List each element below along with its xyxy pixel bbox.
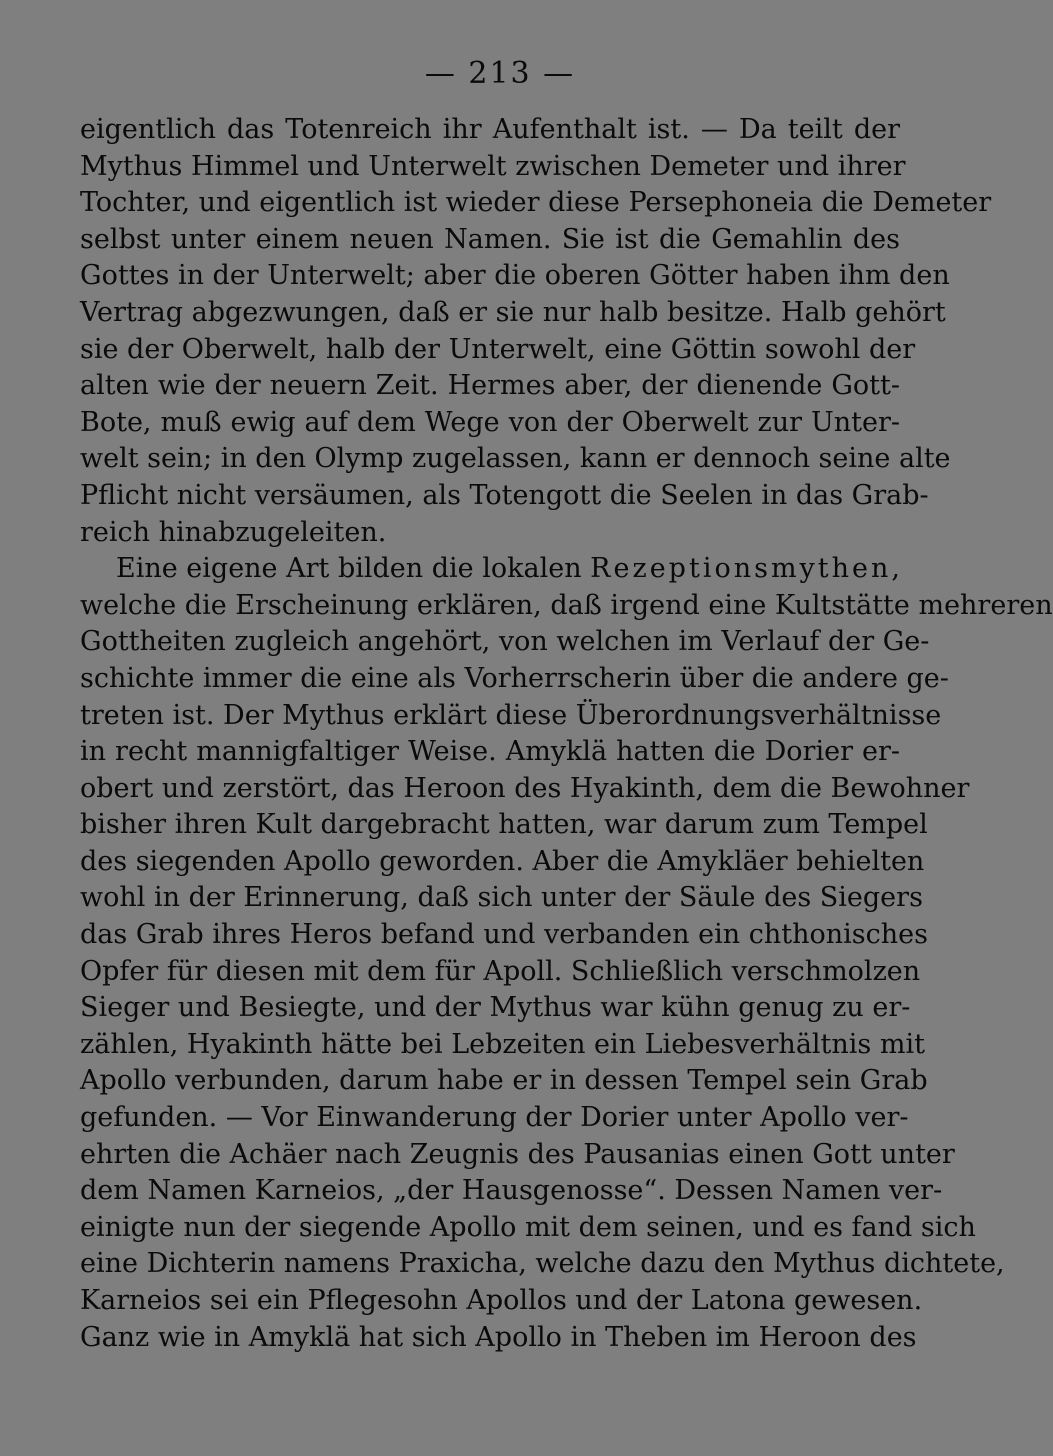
text-line-content: eine Dichterin namens Praxicha, welche dazu den Mythus dichtete, xyxy=(80,1248,1005,1280)
text-line-content: gefunden. — Vor Einwanderung der Dorier unter Apollo ver- xyxy=(80,1102,909,1134)
text-line xyxy=(80,368,900,405)
text-line xyxy=(80,478,929,515)
text-line-content: selbst unter einem neuen Namen. Sie ist die Gemahlin des xyxy=(80,223,900,255)
page-number-header: — 213 — xyxy=(424,56,576,91)
text-line xyxy=(80,515,900,552)
text-line xyxy=(80,222,900,259)
text-line-content: Sieger und Besiegte, und der Mythus war kühn genug zu er- xyxy=(80,992,911,1024)
text-line xyxy=(80,112,900,149)
text-line-content: bisher ihren Kult dargebracht hatten, war darum zum Tempel xyxy=(80,809,928,841)
text-line-content: Vertrag abgezwungen, daß er sie nur halb besitze. Halb gehört xyxy=(80,296,946,328)
text-line-content: wohl in der Erinnerung, daß sich unter der Säule des Siegers xyxy=(80,882,923,914)
text-line xyxy=(80,917,928,954)
text-line-content: treten ist. Der Mythus erklärt diese Überordnungsverhältnisse xyxy=(80,699,942,731)
text-line xyxy=(80,1063,928,1100)
text-line-content: Opfer für diesen mit dem für Apoll. Schließlich verschmolzen xyxy=(80,955,921,987)
text-line xyxy=(80,441,951,478)
text-line xyxy=(80,844,925,881)
text-line xyxy=(80,405,900,442)
text-line xyxy=(80,1137,955,1174)
text-line-content: ehrten die Achäer nach Zeugnis des Pausanias einen Gott unter xyxy=(80,1138,955,1170)
text-line xyxy=(80,1283,923,1320)
text-line xyxy=(80,698,942,735)
text-line-content: in recht mannigfaltiger Weise. Amyklä hatten die Dorier er- xyxy=(80,736,900,768)
text-line xyxy=(80,661,949,698)
text-line-content: Mythus Himmel und Unterwelt zwischen Demeter und ihrer xyxy=(80,150,906,182)
text-line xyxy=(80,1173,943,1210)
text-line-content: das Grab ihres Heros befand und verbanden ein chthonisches xyxy=(80,919,928,951)
text-line xyxy=(80,954,921,991)
text-line xyxy=(80,771,970,808)
text-line-content: Eine eigene Art bilden die lokalen xyxy=(116,553,591,585)
text-line-content: einigte nun der siegende Apollo mit dem seinen, und es fand sich xyxy=(80,1211,976,1243)
text-line-content: Bote, muß ewig auf dem Wege von der Oberwelt zur Unter- xyxy=(80,406,900,438)
text-line xyxy=(80,1210,976,1247)
text-line xyxy=(80,185,992,222)
text-line xyxy=(80,807,928,844)
text-line-content: sie der Oberwelt, halb der Unterwelt, eine Göttin sowohl der xyxy=(80,333,916,365)
text-line-content: Tochter, und eigentlich ist wieder diese Persephoneia die Demeter xyxy=(80,187,992,219)
text-line-content: Karneios sei ein Pflegesohn Apollos und der Latona gewesen. xyxy=(80,1285,923,1316)
text-line-content: des siegenden Apollo geworden. Aber die Amykläer behielten xyxy=(80,845,925,877)
text-line-content: Ganz wie in Amyklä hat sich Apollo in Theben im Heroon des xyxy=(80,1321,917,1353)
text-line xyxy=(80,880,923,917)
text-line-content: welche die Erscheinung erklären, daß irgend eine Kultstätte mehreren xyxy=(80,589,1053,621)
text-line xyxy=(80,258,950,295)
text-line xyxy=(80,1246,1005,1283)
body-text xyxy=(80,112,1053,1356)
text-line xyxy=(80,1320,917,1357)
text-line-content: Pflicht nicht versäumen, als Totengott die Seelen in das Grab- xyxy=(80,479,929,511)
text-line-content: obert und zerstört, das Heroon des Hyakinth, dem die Bewohner xyxy=(80,772,970,804)
text-line xyxy=(80,1100,909,1137)
text-line-content: dem Namen Karneios, „der Hausgenosse“. Dessen Namen ver- xyxy=(80,1175,943,1207)
text-line-content: Apollo verbunden, darum habe er in dessen Tempel sein Grab xyxy=(80,1065,928,1097)
text-line-content: alten wie der neuern Zeit. Hermes aber, der dienende Gott- xyxy=(80,370,900,402)
spaced-term: Rezeptionsmythen, xyxy=(590,553,903,585)
text-line-content: Gottheiten zugleich angehört, von welchen im Verlauf der Ge- xyxy=(80,626,930,658)
text-line-content: zählen, Hyakinth hätte bei Lebzeiten ein Liebesverhältnis mit xyxy=(80,1028,925,1060)
text-line xyxy=(80,1027,925,1064)
text-line xyxy=(80,734,900,771)
text-line xyxy=(80,332,916,369)
text-line-content: Gottes in der Unterwelt; aber die oberen Götter haben ihm den xyxy=(80,260,950,292)
text-line xyxy=(80,295,946,332)
text-line xyxy=(80,149,906,186)
text-line-content: welt sein; in den Olymp zugelassen, kann er dennoch seine alte xyxy=(80,443,951,475)
text-line xyxy=(80,624,930,661)
text-line xyxy=(80,990,911,1027)
text-line-content: reich hinabzugeleiten. xyxy=(80,516,387,548)
text-line-content: eigentlich das Totenreich ihr Aufenthalt ist. — Da teilt der xyxy=(80,114,900,145)
text-line xyxy=(80,588,1053,625)
text-line xyxy=(80,551,903,588)
text-line-content: schichte immer die eine als Vorherrscherin über die andere ge- xyxy=(80,662,949,694)
